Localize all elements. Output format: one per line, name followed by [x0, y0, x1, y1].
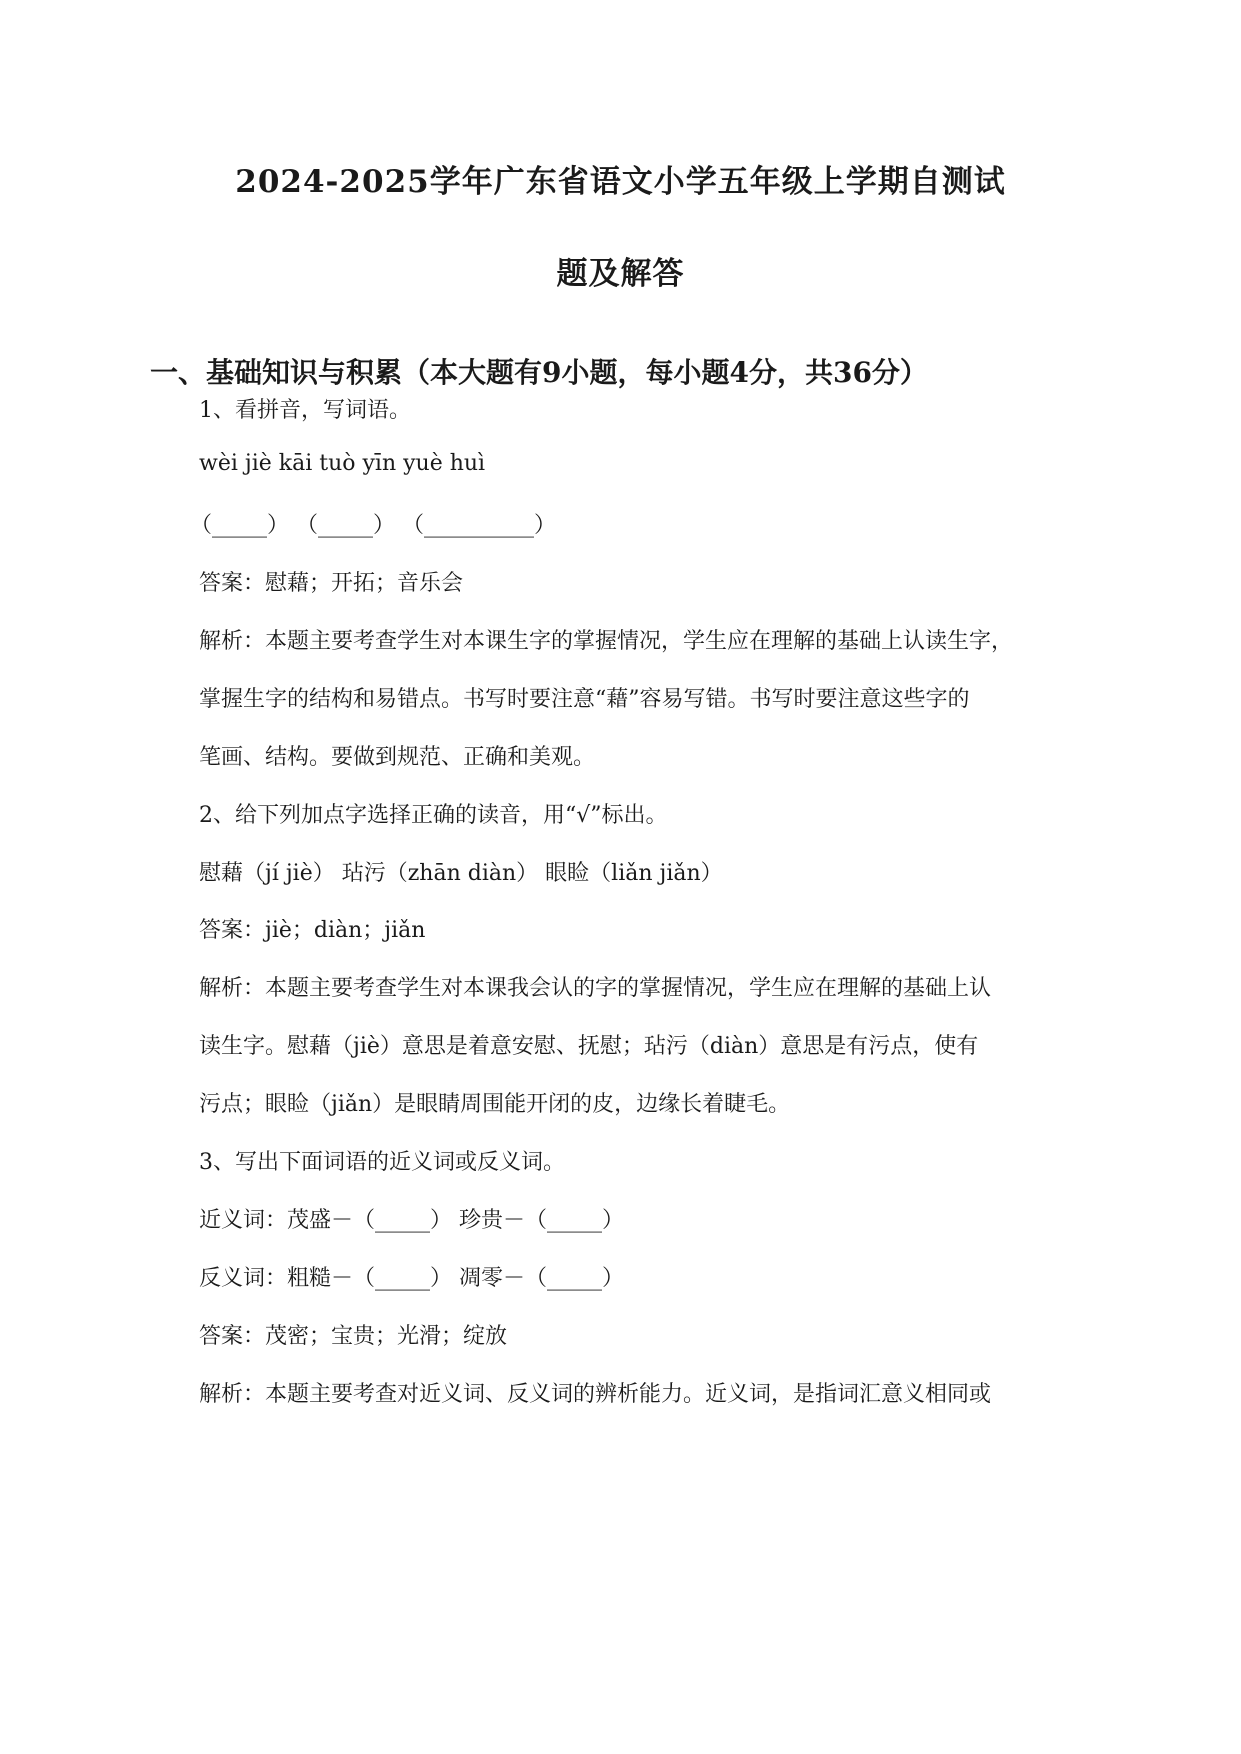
question-2-analysis-line-3: 污点；眼睑（jiǎn）是眼睛周围能开闭的皮，边缘长着睫毛。	[199, 1092, 791, 1117]
question-1-analysis-line-1: 解析：本题主要考查学生对本课生字的掌握情况，学生应在理解的基础上认读生字，	[199, 629, 1014, 654]
question-3-prompt: 3、写出下面词语的近义词或反义词。	[199, 1150, 565, 1175]
question-2-analysis-line-2: 读生字。慰藉（jiè）意思是着意安慰、抚慰；玷污（diàn）意思是有污点，使有	[199, 1034, 979, 1059]
question-2-prompt: 2、给下列加点字选择正确的读音，用“√”标出。	[199, 803, 668, 828]
question-1-pinyin: wèi jiè kāi tuò yīn yuè huì	[199, 451, 486, 476]
question-3-answer: 答案：茂密；宝贵；光滑；绽放	[199, 1324, 508, 1349]
document-title-line-1: 2024-2025学年广东省语文小学五年级上学期自测试	[235, 164, 1006, 200]
question-1-analysis-line-2: 掌握生字的结构和易错点。书写时要注意“藉”容易写错。书写时要注意这些字的	[199, 687, 970, 712]
question-2-answer: 答案：jiè；diàn；jiǎn	[199, 918, 426, 943]
question-2-options: 慰藉（jí jiè） 玷污（zhān diàn） 眼睑（liǎn jiǎn）	[199, 861, 723, 886]
question-3-antonyms: 反义词：粗糙－（_____） 凋零－（_____）	[199, 1266, 624, 1291]
question-3-analysis-line-1: 解析：本题主要考查对近义词、反义词的辨析能力。近义词，是指词汇意义相同或	[199, 1382, 992, 1407]
question-3-synonyms: 近义词：茂盛－（_____） 珍贵－（_____）	[199, 1208, 624, 1233]
document-title-line-2: 题及解答	[556, 256, 685, 292]
question-1-analysis-line-3: 笔画、结构。要做到规范、正确和美观。	[199, 745, 596, 770]
question-1-prompt: 1、看拼音，写词语。	[199, 398, 411, 423]
question-2-analysis-line-1: 解析：本题主要考查学生对本课我会认的字的掌握情况，学生应在理解的基础上认	[199, 976, 992, 1001]
question-1-blanks: （_____） （_____） （__________）	[190, 513, 556, 538]
section-heading: 一、基础知识与积累（本大题有9小题，每小题4分，共36分）	[150, 356, 928, 389]
question-1-answer: 答案：慰藉；开拓；音乐会	[199, 571, 464, 596]
